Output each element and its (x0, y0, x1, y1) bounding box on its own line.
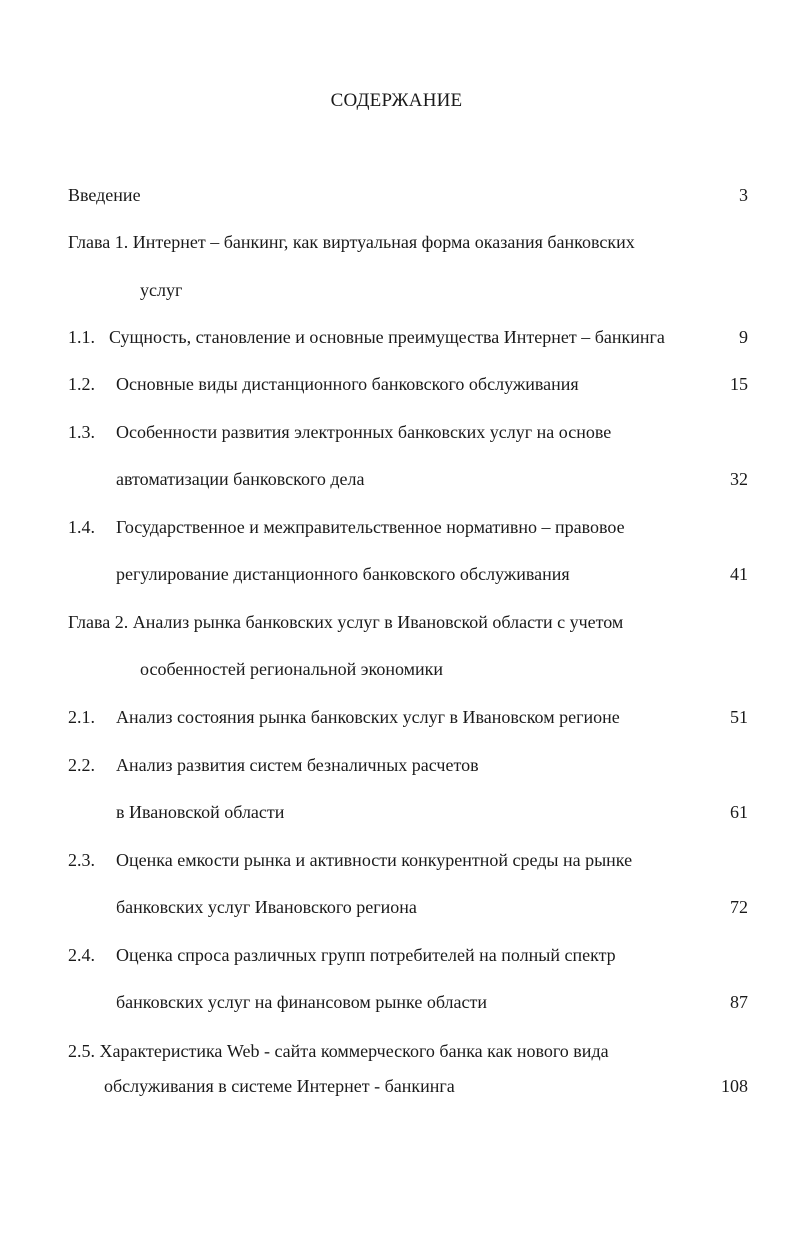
toc-section-1-3-page: 32 (730, 469, 748, 489)
toc-section-2-2-number: 2.2. (68, 755, 95, 775)
toc-section-2-5-line1: 2.5. Характеристика Web - сайта коммерческого банка как нового вида (68, 1041, 609, 1061)
page-title: СОДЕРЖАНИЕ (330, 90, 463, 111)
toc-section-2-2-line2: в Ивановской области (116, 802, 285, 822)
toc-section-2-3-line1: Оценка емкости рынка и активности конкурентной среды на рынке (116, 850, 633, 870)
toc-section-2-4-page: 87 (730, 992, 748, 1012)
toc-section-1-2-text: Основные виды дистанционного банковского обслуживания (116, 374, 579, 394)
toc-entry-intro-page: 3 (739, 185, 748, 205)
toc-chapter-1-line2: услуг (140, 280, 183, 300)
toc-section-2-3-line2: банковских услуг Ивановского региона (116, 897, 417, 917)
toc-section-2-1-page: 51 (730, 707, 748, 727)
toc-chapter-2-line1: Глава 2. Анализ рынка банковских услуг в Ивановской области с учетом (68, 612, 624, 632)
toc-section-2-1-text: Анализ состояния рынка банковских услуг в Ивановском регионе (116, 707, 620, 727)
toc-section-1-1-number: 1.1. (68, 327, 95, 347)
toc-section-2-3-number: 2.3. (68, 850, 95, 870)
toc-section-1-4-line1: Государственное и межправительственное нормативно – правовое (116, 517, 625, 537)
toc-section-2-4-line1: Оценка спроса различных групп потребителей на полный спектр (116, 945, 616, 965)
toc-section-1-1-page: 9 (739, 327, 748, 347)
toc-section-1-2-page: 15 (730, 374, 748, 394)
toc-section-2-1-number: 2.1. (68, 707, 95, 727)
toc-section-2-2-line1: Анализ развития систем безналичных расчетов (116, 755, 479, 775)
toc-section-1-4-page: 41 (730, 564, 748, 584)
toc-section-1-2-number: 1.2. (68, 374, 95, 394)
toc-section-2-4-number: 2.4. (68, 945, 95, 965)
toc-section-2-5-line2: обслуживания в системе Интернет - банкинга (104, 1076, 455, 1096)
toc-chapter-2-line2: особенностей региональной экономики (140, 659, 444, 679)
toc-section-1-3-line2: автоматизации банковского дела (116, 469, 365, 489)
toc-section-2-2-page: 61 (730, 802, 748, 822)
toc-section-1-3-line1: Особенности развития электронных банковских услуг на основе (116, 422, 612, 442)
toc-section-2-5-page: 108 (721, 1076, 748, 1096)
toc-section-2-4-line2: банковских услуг на финансовом рынке области (116, 992, 487, 1012)
toc-section-1-3-number: 1.3. (68, 422, 95, 442)
toc-section-2-3-page: 72 (730, 897, 748, 917)
toc-entry-intro-text: Введение (68, 185, 141, 205)
toc-chapter-1-line1: Глава 1. Интернет – банкинг, как виртуальная форма оказания банковских (68, 232, 635, 252)
toc-section-1-4-line2: регулирование дистанционного банковского обслуживания (116, 564, 570, 584)
toc-section-1-1-text: Сущность, становление и основные преимущества Интернет – банкинга (109, 327, 665, 347)
toc-section-1-4-number: 1.4. (68, 517, 95, 537)
